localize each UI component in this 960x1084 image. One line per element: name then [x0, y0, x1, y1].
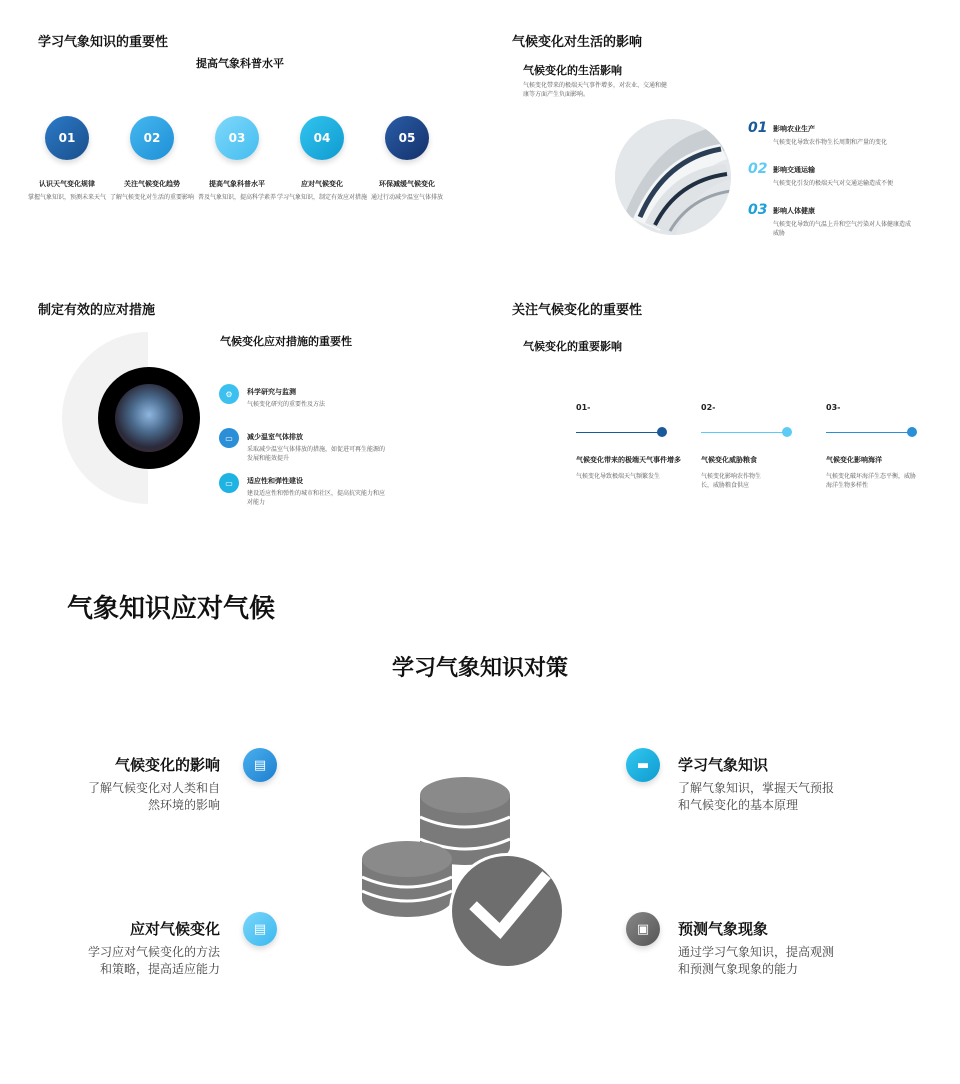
chat-icon: ▤	[243, 748, 277, 782]
strategy-desc: 然环境的影响	[147, 798, 220, 812]
slide-subtitle: 气候变化的生活影响	[523, 64, 622, 77]
slide-subtitle: 提高气象科普水平	[196, 57, 284, 70]
slide-importance	[0, 0, 480, 270]
gear-icon: ⚙	[219, 384, 239, 404]
item-desc: 采取减少温室气体排放的措施，如促进可再生能源的发展和能效提升	[247, 446, 386, 462]
slide-attention	[480, 270, 960, 540]
timeline-dot	[782, 427, 792, 437]
slide-subtitle: 气候变化应对措施的重要性	[220, 335, 352, 348]
sofa-icon: ▬	[626, 748, 660, 782]
timeline-dot	[657, 427, 667, 437]
step-desc: 学习气象知识，制定有效应对措施	[277, 194, 368, 201]
strategy-desc: 和气候变化的基本原理	[678, 798, 799, 812]
item-title: 适应性和弹性建设	[247, 477, 303, 485]
intro-text: 气候变化带来的极端天气事件增多，对农业、交通和健康等方面产生负面影响。	[523, 82, 668, 98]
step-desc: 通过行动减少温室气体排放	[370, 194, 443, 201]
item-desc: 气候变化研究的重要性及方法	[247, 401, 326, 408]
step-title: 环保减缓气候变化	[379, 180, 435, 188]
step-circle-03: 03	[215, 116, 259, 160]
item-desc: 建设适应性和弹性的城市和社区，提高抗灾能力和应对能力	[247, 490, 386, 506]
slide-title: 制定有效的应对措施	[38, 303, 156, 318]
slide-life-impact	[480, 0, 960, 270]
timeline-dot	[907, 427, 917, 437]
step-circle-02: 02	[130, 116, 174, 160]
strategy-title: 气候变化的影响	[114, 756, 220, 774]
chat-icon: ▭	[219, 428, 239, 448]
coins-check-illustration	[355, 759, 570, 974]
step-title: 应对气候变化	[301, 180, 343, 188]
newspaper-image	[615, 119, 731, 235]
timeline-title: 气候变化影响海洋	[826, 456, 882, 464]
strategy-desc: 了解气候变化对人类和自	[87, 781, 220, 795]
strategy-desc: 了解气象知识，掌握天气预报	[678, 781, 835, 795]
step-desc: 掌握气象知识，预测未来天气	[27, 194, 106, 201]
slide-strategies	[0, 544, 960, 1084]
chat-icon: ▭	[219, 473, 239, 493]
item-title: 影响农业生产	[773, 125, 815, 133]
item-desc: 气候变化导致的气温上升和空气污染对人体健康造成威胁	[773, 221, 912, 237]
item-title: 减少温室气体排放	[247, 433, 303, 441]
item-number: 02	[748, 161, 768, 177]
timeline-title: 气候变化威胁粮食	[701, 456, 757, 464]
strategy-title: 应对气候变化	[129, 920, 220, 938]
strategy-title: 学习气象知识	[678, 756, 769, 774]
slide-subtitle: 学习气象知识对策	[391, 656, 568, 681]
step-title: 关注气候变化趋势	[124, 180, 180, 188]
step-circle-01: 01	[45, 116, 89, 160]
slide-title: 气候变化对生活的影响	[512, 35, 643, 50]
slide-subtitle: 气候变化的重要影响	[523, 340, 622, 353]
timeline-desc: 气候变化破坏海洋生态平衡，威胁海洋生物多样性	[826, 473, 917, 489]
timeline-line	[701, 432, 791, 433]
ring-photo	[98, 367, 200, 469]
item-desc: 气候变化导致农作物生长周期和产量的变化	[773, 139, 888, 146]
item-title: 科学研究与监测	[247, 388, 296, 396]
slide-title: 关注气候变化的重要性	[512, 303, 643, 318]
item-title: 影响交通运输	[773, 166, 815, 174]
briefcase-icon: ▣	[626, 912, 660, 946]
step-circle-04: 04	[300, 116, 344, 160]
slide-title: 气象知识应对气候	[67, 594, 276, 624]
timeline-line	[826, 432, 916, 433]
slide-title: 学习气象知识的重要性	[38, 35, 169, 50]
item-desc: 气候变化引发的极端天气对交通运输造成不便	[773, 180, 894, 187]
item-number: 03	[748, 202, 768, 218]
timeline-line	[576, 432, 666, 433]
timeline-number: 03-	[826, 403, 841, 412]
timeline-title: 气候变化带来的极端天气事件增多	[576, 456, 681, 464]
step-desc: 了解气候变化对生活的重要影响	[109, 194, 194, 201]
step-desc: 普及气象知识，提高科学素养	[197, 194, 276, 201]
timeline-desc: 气候变化导致极端天气频繁发生	[576, 473, 661, 480]
item-number: 01	[748, 120, 768, 136]
step-title: 提高气象科普水平	[209, 180, 265, 188]
strategy-desc: 和策略，提高适应能力	[99, 962, 220, 976]
strategy-desc: 和预测气象现象的能力	[678, 962, 799, 976]
chat-icon: ▤	[243, 912, 277, 946]
timeline-number: 02-	[701, 403, 716, 412]
strategy-desc: 通过学习气象知识，提高观测	[678, 945, 835, 959]
step-title: 认识天气变化规律	[39, 180, 95, 188]
strategy-desc: 学习应对气候变化的方法	[87, 945, 220, 959]
item-title: 影响人体健康	[773, 207, 815, 215]
step-circle-05: 05	[385, 116, 429, 160]
strategy-title: 预测气象现象	[678, 920, 769, 938]
timeline-desc: 气候变化影响农作物生长，威胁粮食供应	[701, 473, 762, 489]
slide-measures	[0, 270, 480, 540]
timeline-number: 01-	[576, 403, 591, 412]
